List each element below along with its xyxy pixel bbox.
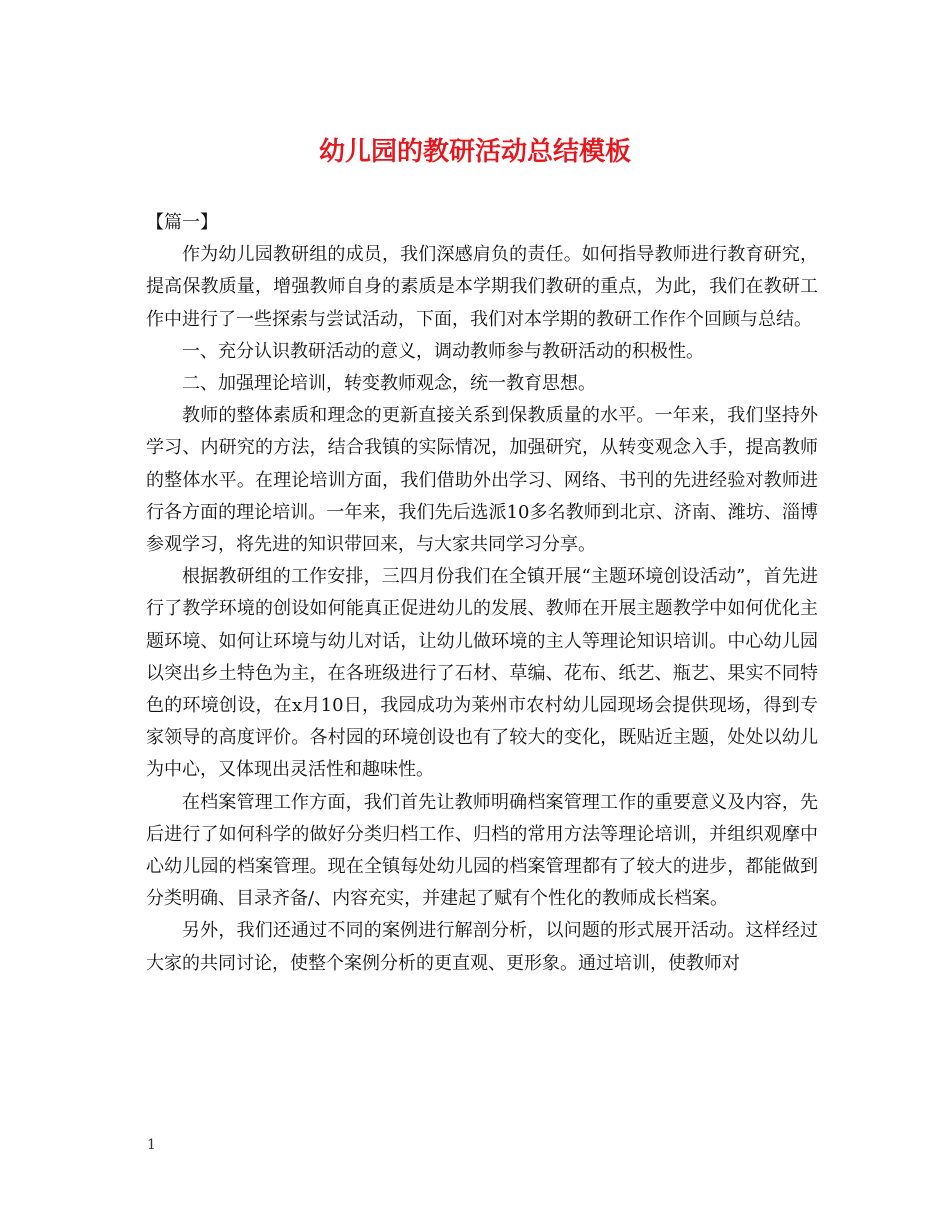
document-title: 幼儿园的教研活动总结模板 — [318, 137, 631, 167]
page-number: 1 — [147, 1137, 156, 1153]
paragraph-case-study: 另外，我们还通过不同的案例进行解剖分析，以问题的形式展开活动。这样经过大家的共同讨论，使整个案例分析的更直观、更形象。通过培训，使教师对 — [146, 920, 818, 974]
section-label: 【篇一】 — [146, 212, 218, 233]
paragraph-training: 教师的整体素质和理念的更新直接关系到保教质量的水平。一年来，我们坚持外学习、内研究的方法，结合我镇的实际情况，加强研究，从转变观念入手，提高教师的整体水平。在理论培训方面，我们借助外出学习、网络、书刊的先进经验对教师进行各方面的理论培训。一年来，我们先后选派10多名教师到北京、济南、潍坊、淄博参观学习，将先进的知识带回来，与大家共同学习分享。 — [146, 405, 818, 556]
paragraph-intro: 作为幼儿园教研组的成员，我们深感肩负的责任。如何指导教师进行教育研究，提高保教质量，增强教师自身的素质是本学期我们教研的重点，为此，我们在教研工作中进行了一些探索与尝试活动，下面，我们对本学期的教研工作作个回顾与总结。 — [146, 244, 818, 330]
paragraph-environment: 根据教研组的工作安排，三四月份我们在全镇开展“主题环境创设活动”，首先进行了教学环境的创设如何能真正促进幼儿的发展、教师在开展主题教学中如何优化主题环境、如何让环境与幼儿对话，让幼儿做环境的主人等理论知识培训。中心幼儿园以突出乡土特色为主，在各班级进行了石材、草编、花布、纸艺、瓶艺、果实不同特色的环境创设，在x月10日，我园成功为莱州市农村幼儿园现场会提供现场，得到专家领导的高度评价。各村园的环境创设也有了较大的变化，既贴近主题，处处以幼儿为中心，又体现出灵活性和趣味性。 — [146, 566, 818, 781]
paragraph-archives: 在档案管理工作方面，我们首先让教师明确档案管理工作的重要意义及内容，先后进行了如何科学的做好分类归档工作、归档的常用方法等理论培训，并组织观摩中心幼儿园的档案管理。现在全镇每处幼儿园的档案管理都有了较大的进步，都能做到分类明确、目录齐备/、内容充实，并建起了赋有个性化的教师成长档案。 — [146, 791, 818, 910]
document-body — [146, 207, 818, 980]
paragraph-heading-two: 二、加强理论培训，转变教师观念，统一教育思想。 — [182, 373, 596, 395]
paragraph-heading-one: 一、充分认识教研活动的意义，调动教师参与教研活动的积极性。 — [182, 340, 704, 362]
